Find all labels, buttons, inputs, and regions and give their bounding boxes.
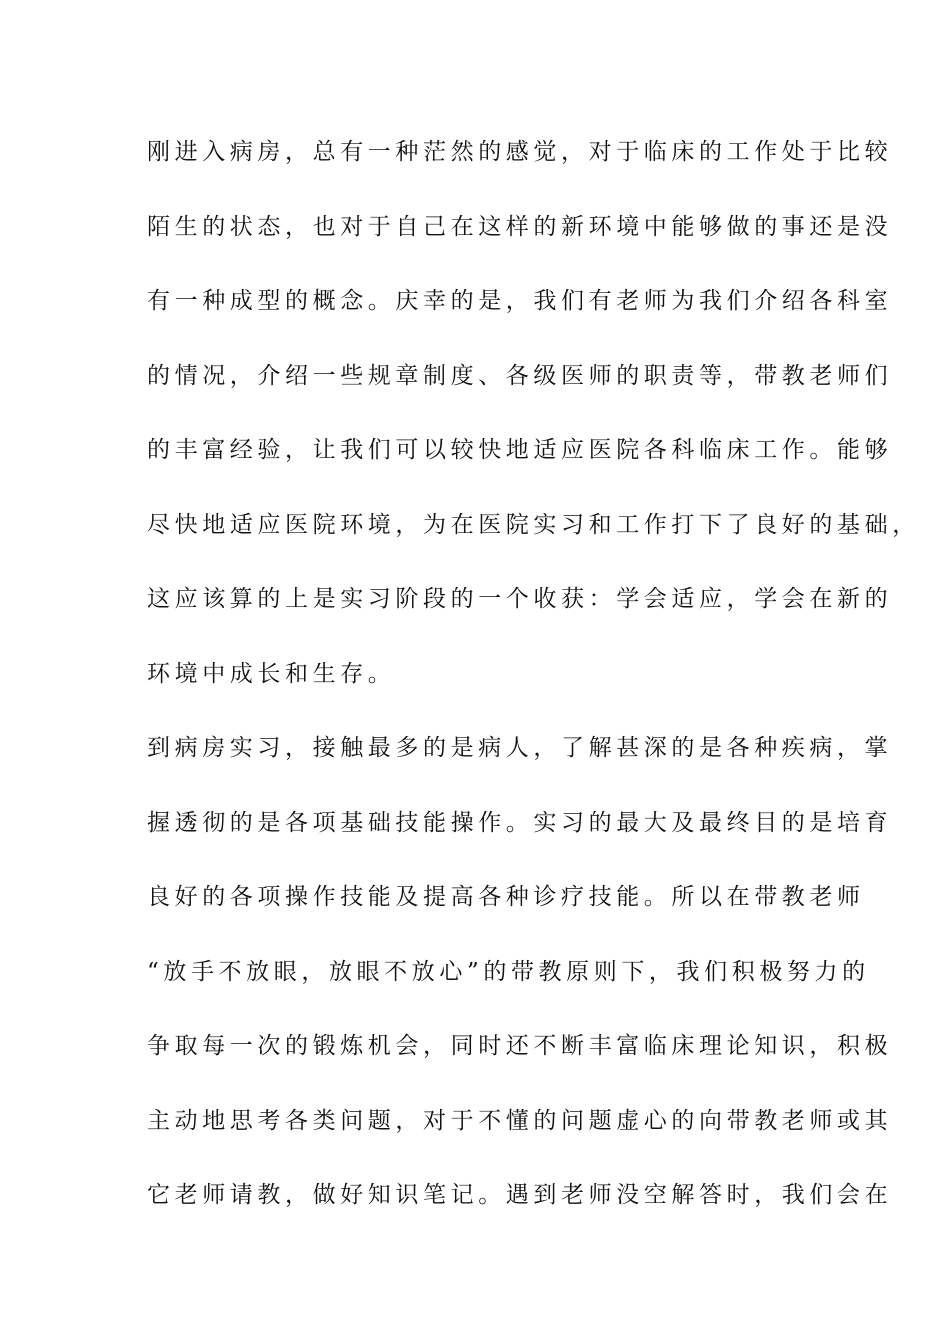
text-line: 的丰富经验，让我们可以较快地适应医院各科临床工作。能够 [147,437,893,463]
text-line: 主动地思考各类问题，对于不懂的问题虚心的向带教老师或其 [147,1107,893,1134]
text-line: 环境中成长和生存。 [147,660,396,687]
text-line: 尽快地适应医院环境，为在医院实习和工作打下了良好的基础， [147,511,920,538]
text-line: 争取每一次的锻炼机会，同时还不断丰富临床理论知识，积极 [147,1033,893,1059]
text-line: 它老师请教，做好知识笔记。遇到老师没空解答时，我们会在 [147,1182,893,1208]
text-line: 良好的各项操作技能及提高各种诊疗技能。所以在带教老师 [147,884,865,910]
body-text [147,132,920,1250]
text-line: 的情况，介绍一些规章制度、各级医师的职责等，带教老师们 [147,362,893,389]
text-line: 到病房实习，接触最多的是病人，了解甚深的是各种疾病，掌 [147,735,893,761]
text-line: “放手不放眼，放眼不放心”的带教原则下，我们积极努力的 [147,958,870,985]
text-line: 握透彻的是各项基础技能操作。实习的最大及最终目的是培育 [147,809,893,836]
text-line: 有一种成型的概念。庆幸的是，我们有老师为我们介绍各科室 [147,288,893,314]
text-line: 刚进入病房，总有一种茫然的感觉，对于临床的工作处于比较 [147,139,893,165]
text-line: 陌生的状态，也对于自己在这样的新环境中能够做的事还是没 [147,213,893,240]
text-line: 这应该算的上是实习阶段的一个收获：学会适应，学会在新的 [147,586,893,612]
